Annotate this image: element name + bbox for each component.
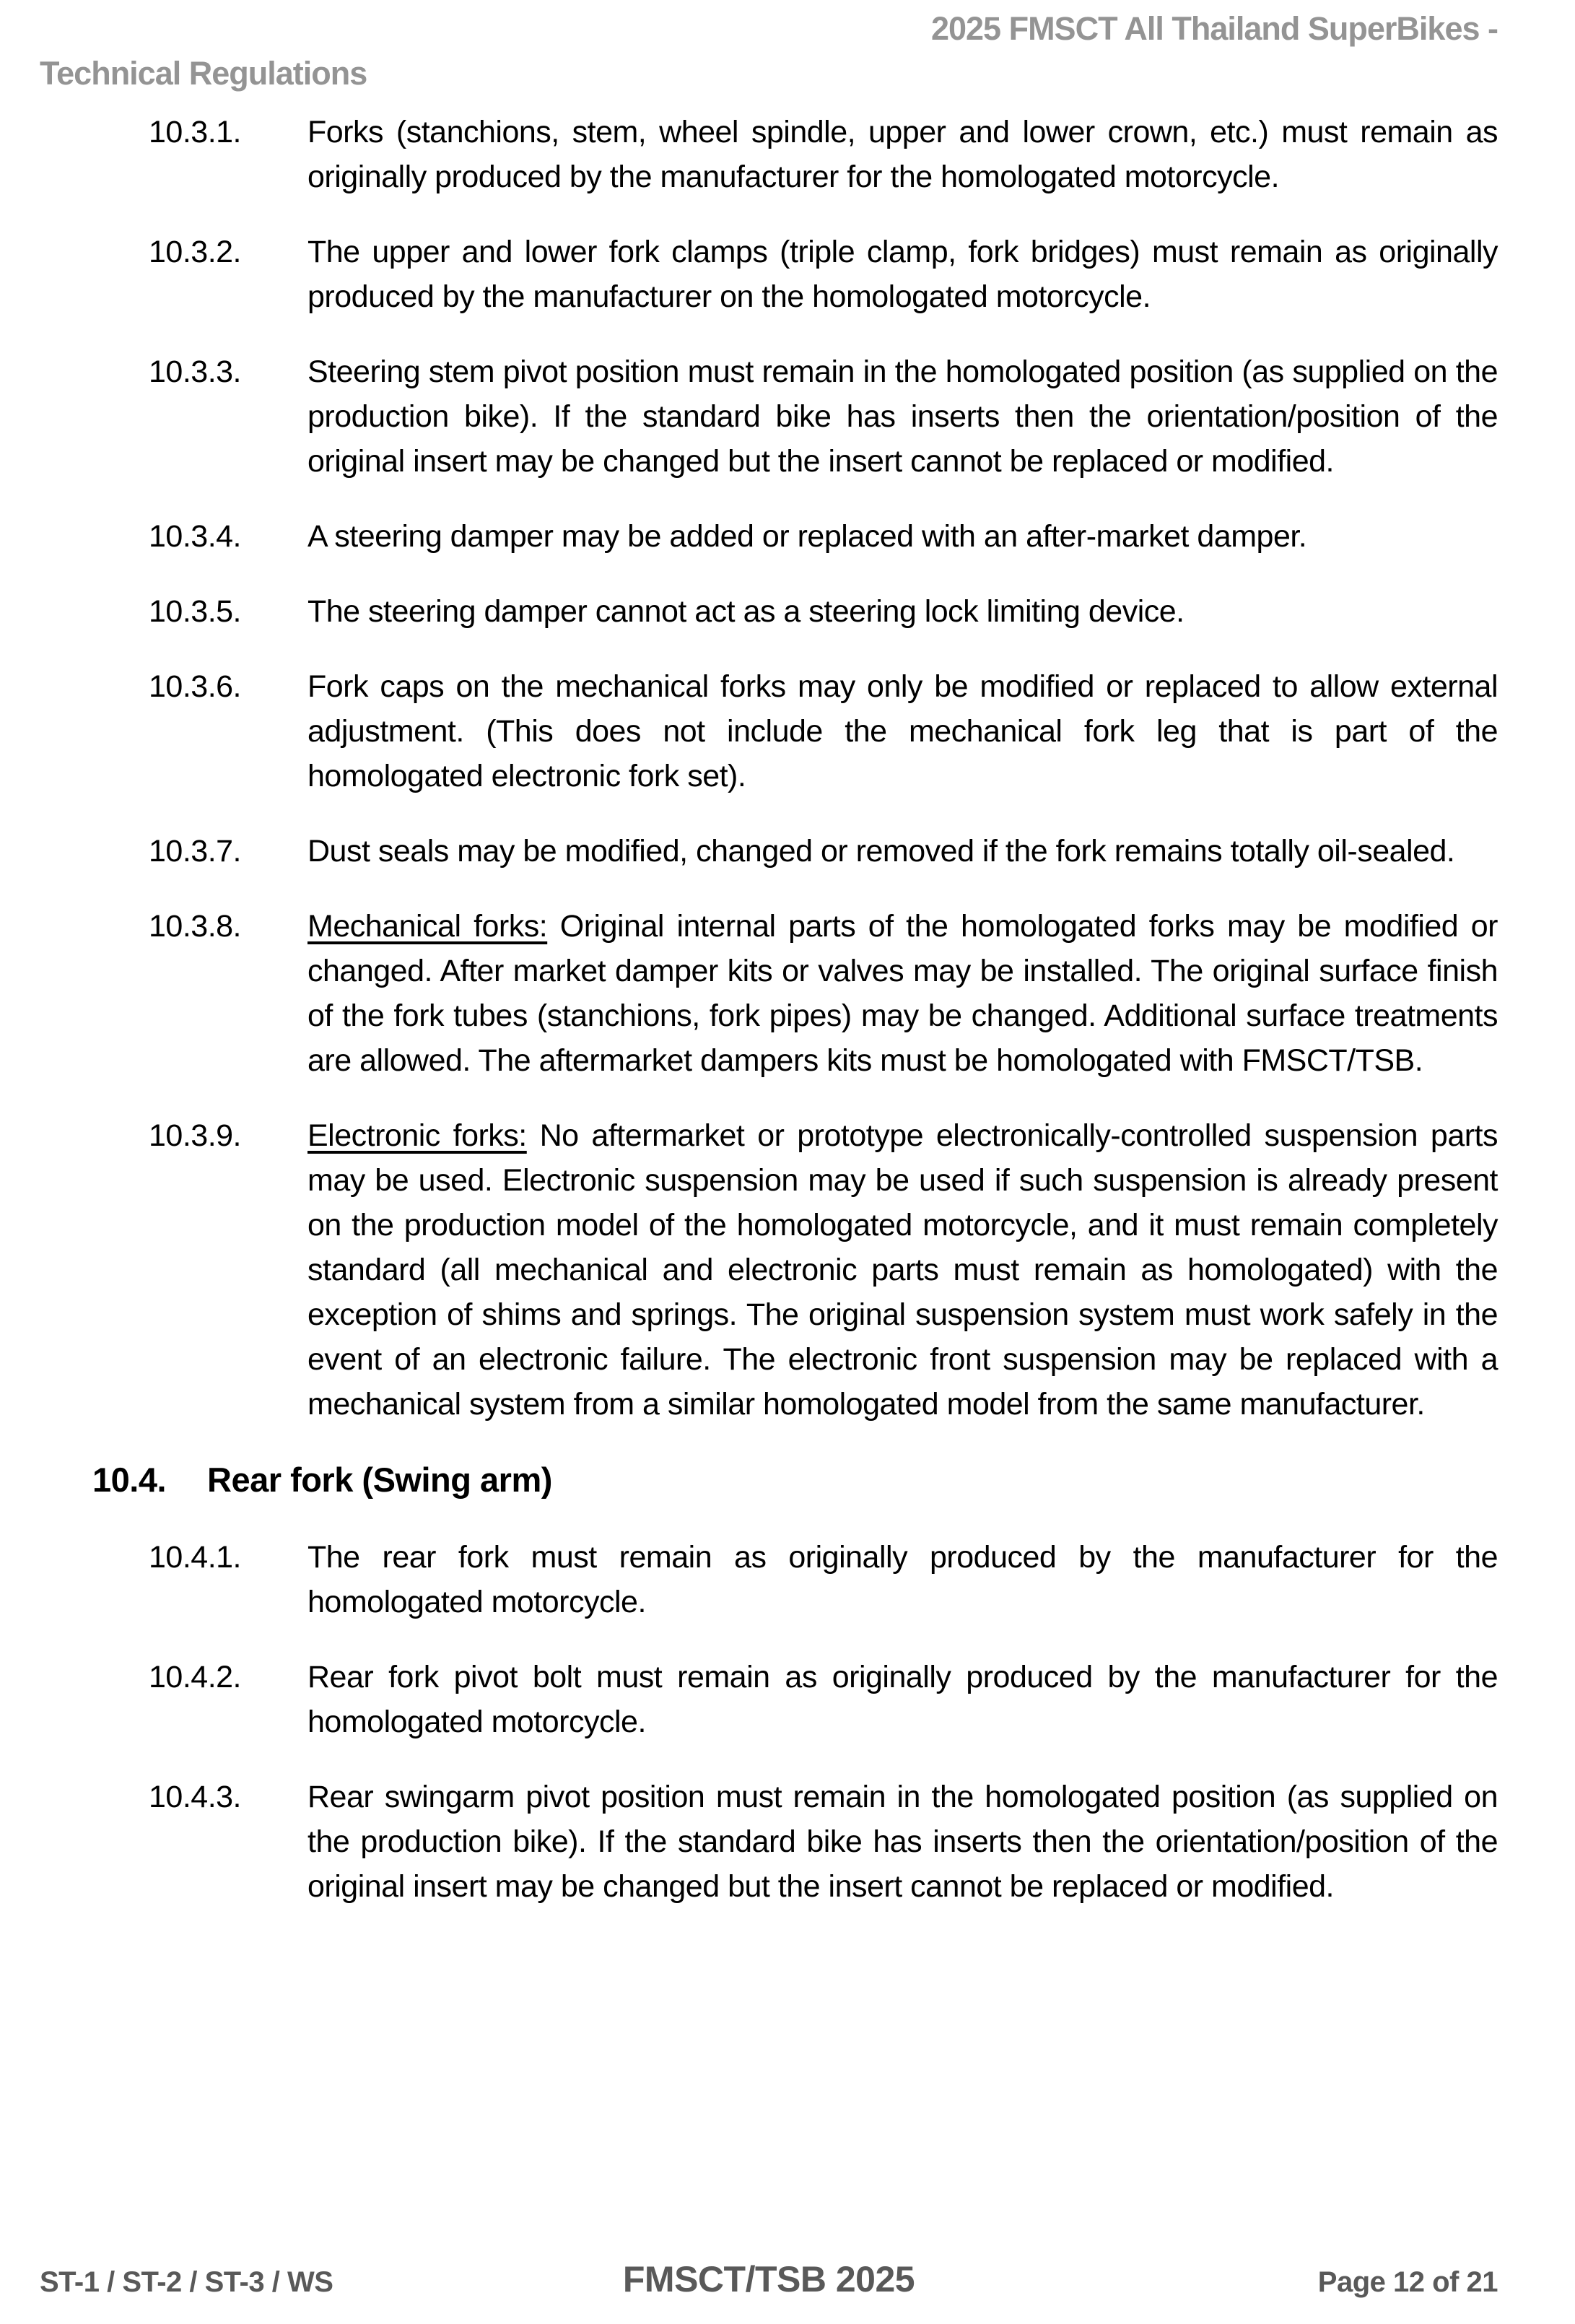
clause-lead-underlined: Electronic forks: xyxy=(307,1118,527,1153)
clause-number: 10.3.7. xyxy=(149,834,241,869)
clause-number: 10.3.3. xyxy=(149,354,241,389)
clause-text: Rear fork pivot bolt must remain as originally produced by the manufacturer for the homologated motorcycle. xyxy=(307,1660,1498,1739)
clause-number: 10.4.3. xyxy=(149,1780,241,1814)
footer-page-number: Page 12 of 21 xyxy=(1317,2266,1498,2298)
clause-text-body: No aftermarket or prototype electronically-controlled suspension parts may be used. Electronic suspension may be used if such suspension is already present on the production model of the homologated motorcycle, and it must remain completely standard (all mechanical and electronic parts must remain as homologated) with the exception of shims and springs. The original suspension system must work safely in the event of an electronic failure. The electronic front suspension may be replaced with a mechanical system from a similar homologated model from the same manufacturer. xyxy=(307,1118,1498,1422)
section-title: Rear fork (Swing arm) xyxy=(207,1461,552,1499)
clause-10-3-1 xyxy=(0,110,1575,199)
clause-number: 10.3.9. xyxy=(149,1118,241,1153)
clause-number: 10.3.5. xyxy=(149,594,241,629)
page-footer xyxy=(0,2258,1575,2300)
clause-10-3-8 xyxy=(0,904,1575,1083)
clause-text: Forks (stanchions, stem, wheel spindle, upper and lower crown, etc.) must remain as originally produced by the manufacturer for the homologated motorcycle. xyxy=(307,115,1498,194)
clause-10-3-3 xyxy=(0,349,1575,484)
clause-text xyxy=(307,904,1498,1083)
clause-number: 10.4.1. xyxy=(149,1540,241,1575)
clause-10-3-4 xyxy=(0,514,1575,559)
clause-text: The rear fork must remain as originally produced by the manufacturer for the homologated motorcycle. xyxy=(307,1540,1498,1619)
clause-number: 10.3.8. xyxy=(149,909,241,944)
clause-text: The steering damper cannot act as a steering lock limiting device. xyxy=(307,594,1184,629)
clause-text: Dust seals may be modified, changed or removed if the fork remains totally oil-sealed. xyxy=(307,834,1455,869)
clause-10-3-2 xyxy=(0,230,1575,319)
clause-lead-underlined: Mechanical forks: xyxy=(307,909,548,944)
footer-document-label: FMSCT/TSB 2025 xyxy=(622,2259,915,2299)
clause-10-3-7 xyxy=(0,829,1575,874)
clause-text: A steering damper may be added or replaced with an after-market damper. xyxy=(307,519,1307,554)
clause-number: 10.3.1. xyxy=(149,115,241,149)
clause-10-4-2 xyxy=(0,1655,1575,1744)
clause-10-3-9 xyxy=(0,1113,1575,1427)
clause-number: 10.3.6. xyxy=(149,669,241,704)
clause-text: Rear swingarm pivot position must remain in the homologated position (as supplied on the production bike). If the standard bike has inserts then the orientation/position of the original insert may be changed but the insert cannot be replaced or modified. xyxy=(307,1780,1498,1904)
clause-10-4-3 xyxy=(0,1775,1575,1909)
header-title-line-2: Technical Regulations xyxy=(40,55,367,92)
clause-text xyxy=(307,1113,1498,1427)
clause-text: Steering stem pivot position must remain in the homologated position (as supplied on the production bike). If the standard bike has inserts then the orientation/position of the original insert may be changed but the insert cannot be replaced or modified. xyxy=(307,354,1498,479)
clause-text-body: Original internal parts of the homologated forks may be modified or changed. After market damper kits or valves may be installed. The original surface finish of the fork tubes (stanchions, fork pipes) may be changed. Additional surface treatments are allowed. The aftermarket dampers kits must be homologated with FMSCT/TSB. xyxy=(307,909,1498,1078)
footer-classes-label: ST-1 / ST-2 / ST-3 / WS xyxy=(40,2266,333,2298)
clause-text: The upper and lower fork clamps (triple clamp, fork bridges) must remain as originally produced by the manufacturer on the homologated motorcycle. xyxy=(307,235,1498,314)
clause-10-3-6 xyxy=(0,664,1575,798)
clause-number: 10.4.2. xyxy=(149,1660,241,1694)
clause-number: 10.3.2. xyxy=(149,235,241,269)
header-title-line-1: 2025 FMSCT All Thailand SuperBikes - xyxy=(930,10,1498,47)
clause-10-4-1 xyxy=(0,1535,1575,1624)
clause-text: Fork caps on the mechanical forks may only be modified or replaced to allow external adjustment. (This does not include the mechanical fork leg that is part of the homologated electronic fork set). xyxy=(307,669,1498,793)
section-heading-10-4 xyxy=(0,1457,1575,1503)
document-body xyxy=(0,110,1575,1939)
section-number: 10.4. xyxy=(92,1461,167,1499)
clause-10-3-5 xyxy=(0,589,1575,634)
clause-number: 10.3.4. xyxy=(149,519,241,554)
